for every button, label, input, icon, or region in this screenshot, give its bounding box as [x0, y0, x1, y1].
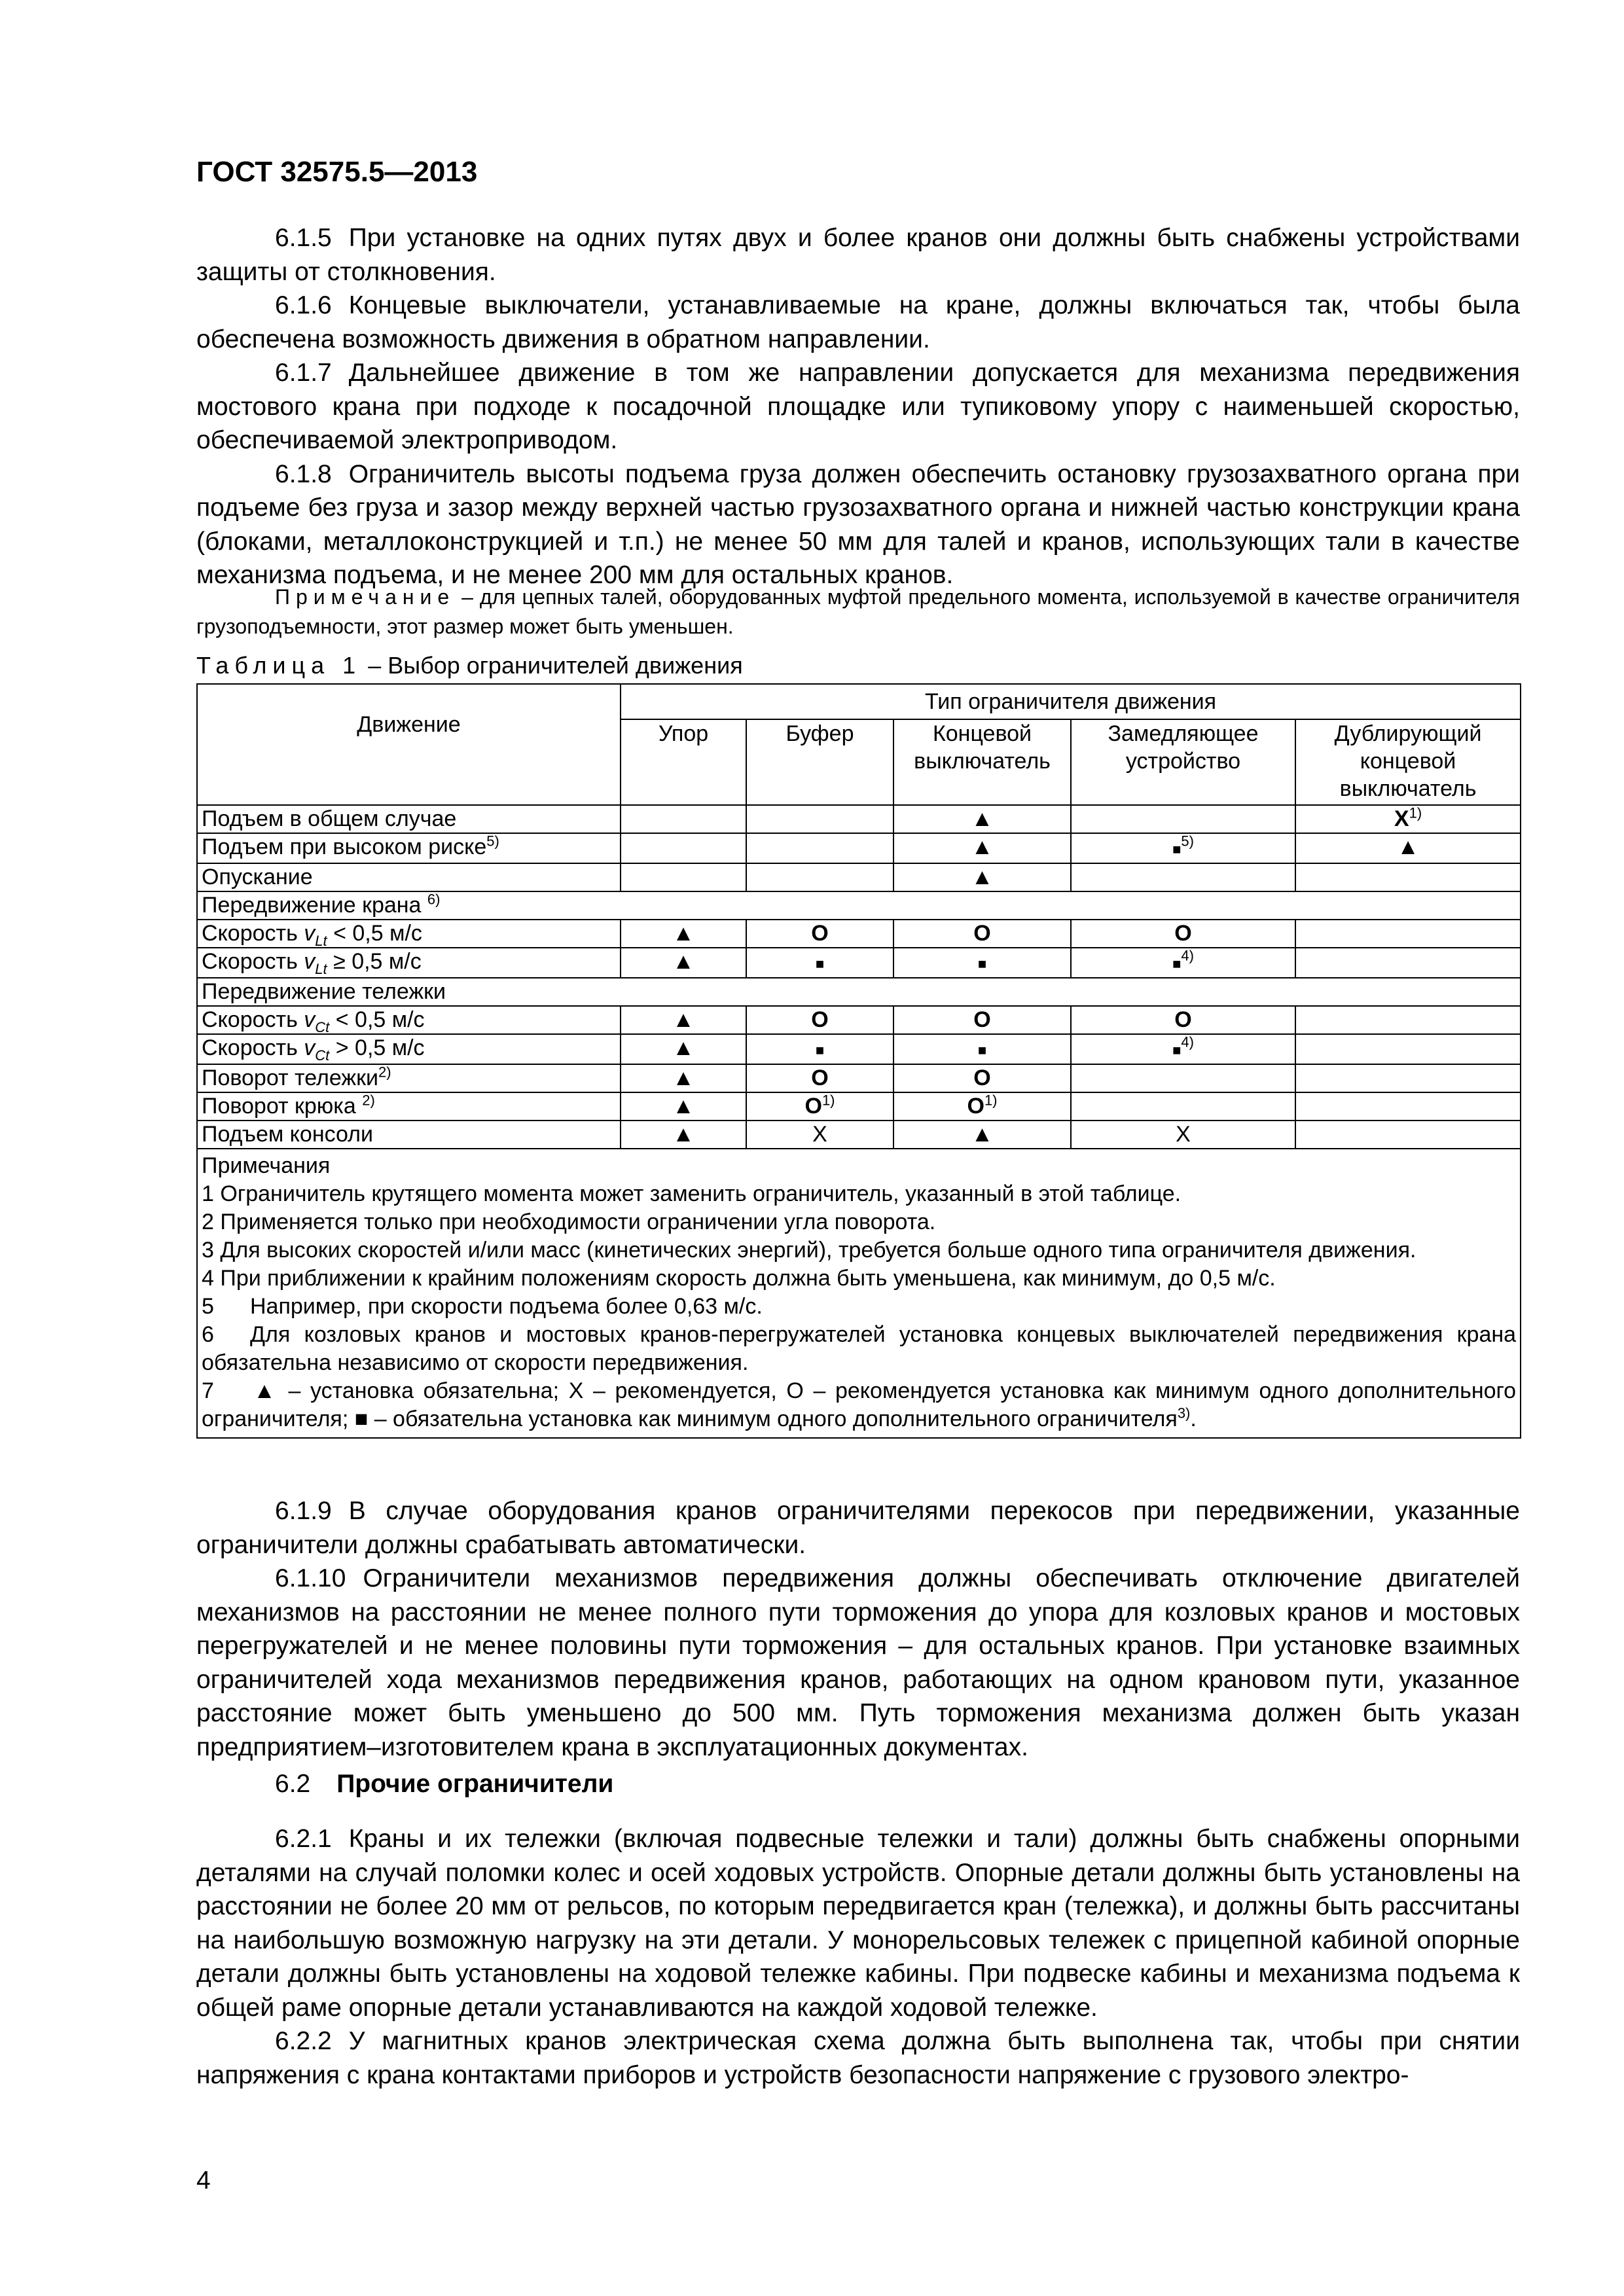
footnote-ref: 5) [1181, 833, 1194, 850]
paragraph-number: 6.2.1 [275, 1825, 332, 1853]
mandatory-additional-square-icon: ■ [815, 956, 825, 972]
table-cell [746, 1034, 893, 1064]
speed-variable: v [304, 1035, 316, 1060]
row-label [197, 948, 621, 978]
recommended-additional-circle-icon: O [973, 1007, 991, 1032]
note-text: Для высоких скоростей и/или масс (кинетических энергий), требуется больше одного типа ограничителя движения. [220, 1238, 1416, 1263]
table-row [197, 920, 1521, 948]
table-row [197, 1121, 1521, 1149]
table-cell [1071, 1034, 1295, 1064]
note-item [202, 1180, 1516, 1208]
recommended-additional-circle-icon: O [967, 1094, 984, 1119]
page-number: 4 [196, 2166, 211, 2195]
table-cell [1295, 1064, 1521, 1092]
notes-title: Примечания [202, 1153, 331, 1178]
table-cell [1071, 920, 1295, 948]
table-row [197, 833, 1521, 863]
note-tail: . [1190, 1407, 1197, 1431]
recommended-additional-circle-icon: O [811, 1007, 829, 1032]
row-label [197, 1064, 621, 1092]
note-item [202, 1236, 1516, 1265]
document-header: ГОСТ 32575.5—2013 [196, 156, 478, 188]
row-label [197, 1034, 621, 1064]
paragraph-number: 6.1.10 [275, 1564, 346, 1592]
table-cell [1071, 805, 1295, 833]
table-cell [893, 920, 1071, 948]
table-cell [621, 920, 746, 948]
paragraph [196, 289, 1520, 356]
table-notes [197, 1149, 1521, 1438]
speed-subscript: Ct [315, 1047, 330, 1064]
column-header: Буфер [746, 719, 893, 805]
mandatory-triangle-icon: ▲ [971, 834, 994, 859]
note-item [202, 1377, 1516, 1433]
table-cell [1295, 1006, 1521, 1034]
footnote-ref: 4) [1181, 947, 1194, 964]
paragraphs-bottom [196, 1822, 1520, 2092]
paragraph-text: В случае оборудования кранов ограничителями перекосов при передвижении, указанные ограничители должны срабатывать автоматически. [196, 1497, 1520, 1559]
row-label-text: Опускание [202, 865, 313, 889]
table-cell [746, 1064, 893, 1092]
paragraph-number: 6.1.6 [275, 291, 332, 319]
table-cell [1071, 1092, 1295, 1121]
row-label-text: Передвижение крана [202, 893, 427, 918]
table-cell [621, 1034, 746, 1064]
paragraph-number: 6.1.8 [275, 459, 332, 488]
table-cell [1071, 1121, 1295, 1149]
table-row [197, 1064, 1521, 1092]
recommended-x-icon: X [1176, 1122, 1191, 1147]
note-number: 6 [202, 1322, 214, 1347]
row-label [197, 863, 621, 891]
paragraph [196, 2024, 1520, 2092]
table-cell [746, 805, 893, 833]
row-label-text: Поворот крюка [202, 1094, 363, 1119]
table-cell [621, 1064, 746, 1092]
mandatory-triangle-icon: ▲ [971, 806, 994, 831]
paragraph [196, 457, 1520, 592]
row-label-text: Передвижение тележки [202, 979, 446, 1004]
column-header: Замедляющее устройство [1071, 719, 1295, 805]
table-cell [1295, 863, 1521, 891]
column-header: Концевой выключатель [893, 719, 1071, 805]
note-label: Примечание [275, 585, 456, 609]
mandatory-triangle-icon: ▲ [672, 1007, 695, 1032]
note-item [202, 1293, 1516, 1321]
paragraph-text: Концевые выключатели, устанавливаемые на кране, должны включаться так, чтобы была обеспечена возможность движения в обратном направлении. [196, 291, 1520, 353]
table-cell [746, 1006, 893, 1034]
table-cell [746, 1092, 893, 1121]
speed-variable: v [304, 949, 316, 974]
note-text: Применяется только при необходимости ограничении угла поворота. [220, 1210, 936, 1234]
header-limiter-type: Тип ограничителя движения [621, 684, 1521, 719]
note-text: ▲ – установка обязательна; X – рекомендуется, O – рекомендуется установка как минимум одного дополнительного ограничителя; ■ – обязательна установка как минимум одного дополнительного ограничителя [202, 1378, 1517, 1431]
paragraph [196, 1562, 1520, 1764]
footnote-ref: 3) [1177, 1405, 1191, 1422]
row-label [197, 920, 621, 948]
table-cell [1295, 1121, 1521, 1149]
table-cell [621, 833, 746, 863]
table-cell [621, 1006, 746, 1034]
paragraph-text: Ограничитель высоты подъема груза должен обеспечить остановку грузозахватного органа при подъеме без груза и зазор между верхней частью грузозахватного органа и нижней частью конструкции крана (блоками, металлоконструкцией и т.п.) не менее 50 мм для талей и кранов, использующих тали в качестве механизма подъема, и не менее 200 мм для остальных кранов. [196, 459, 1520, 589]
table-cell [621, 805, 746, 833]
recommended-additional-circle-icon: O [811, 1066, 829, 1090]
table-cell [1295, 805, 1521, 833]
table-cell [746, 833, 893, 863]
note-item [202, 1265, 1516, 1293]
row-label [197, 1121, 621, 1149]
table-row [197, 1092, 1521, 1121]
table-cell [1295, 1034, 1521, 1064]
paragraph [196, 356, 1520, 457]
note-text: Ограничитель крутящего момента может заменить ограничитель, указанный в этой таблице. [220, 1181, 1182, 1206]
table-row [197, 805, 1521, 833]
note [196, 583, 1520, 641]
table-cell [893, 863, 1071, 891]
note-text: Например, при скорости подъема более 0,63 м/с. [250, 1294, 763, 1319]
footnote-ref: 2) [362, 1092, 375, 1109]
mandatory-triangle-icon: ▲ [1397, 834, 1419, 859]
row-label-text: Скорость [202, 921, 304, 946]
section-number: 6.2 [275, 1770, 311, 1798]
recommended-additional-circle-icon: O [1174, 921, 1192, 946]
recommended-additional-circle-icon: O [811, 921, 829, 946]
table-cell [893, 1006, 1071, 1034]
recommended-additional-circle-icon: O [1174, 1007, 1192, 1032]
notes-cell [197, 1149, 1521, 1438]
row-label-suffix: < 0,5 м/с [327, 921, 422, 946]
row-label [197, 833, 621, 863]
group-row [197, 978, 1521, 1006]
mandatory-triangle-icon: ▲ [971, 865, 994, 889]
footnote-ref: 2) [378, 1064, 391, 1081]
paragraph-text: Дальнейшее движение в том же направлении допускается для механизма передвижения мостового крана при подходе к посадочной площадке или тупиковому упору с наименьшей скоростью, обеспечиваемой электроприводом. [196, 359, 1520, 454]
footnote-ref: 1) [821, 1092, 835, 1109]
note-number: 5 [202, 1294, 214, 1319]
paragraph-number: 6.1.7 [275, 359, 332, 387]
table-cell [893, 1034, 1071, 1064]
recommended-additional-circle-icon: O [973, 921, 991, 946]
paragraph-number: 6.2.2 [275, 2027, 332, 2055]
table-caption-label: Таблица 1 [196, 652, 362, 679]
note-text: – для цепных талей, оборудованных муфтой предельного момента, используемой в качестве ограничителя грузоподъемности, этот размер может быть уменьшен. [196, 585, 1520, 638]
row-label-suffix: ≥ 0,5 м/с [327, 949, 422, 974]
note-number: 1 [202, 1181, 214, 1206]
paragraphs-top [196, 221, 1520, 592]
table-cell [1071, 1064, 1295, 1092]
table-cell [746, 1121, 893, 1149]
footnote-ref: 1) [984, 1092, 998, 1109]
note-number: 2 [202, 1210, 214, 1234]
recommended-x-icon: X [1394, 806, 1409, 831]
paragraph-text: Ограничители механизмов передвижения должны обеспечивать отключение двигателей механизмов на расстоянии не менее полного пути торможения до упора для козловых кранов и мостовых перегружателей и не менее половины пути торможения – для остальных кранов. При установке взаимных ограничителей хода механизмов передвижения кранов, работающих на одном крановом пути, указанное расстояние может быть уменьшено до 500 мм. Путь торможения механизма должен быть указан предприятием–изготовителем крана в эксплуатационных документах. [196, 1564, 1520, 1761]
recommended-x-icon: X [812, 1122, 827, 1147]
table-row [197, 863, 1521, 891]
table-cell [1071, 833, 1295, 863]
table-cell [1071, 1006, 1295, 1034]
mandatory-additional-square-icon: ■ [1172, 841, 1182, 857]
limiters-table [196, 683, 1521, 1439]
header-movement: Движение [197, 684, 621, 805]
paragraph-number: 6.1.5 [275, 224, 332, 252]
footnote-ref: 6) [427, 891, 441, 908]
table-cell [1295, 948, 1521, 978]
speed-variable: v [304, 1007, 316, 1032]
table-cell [893, 1064, 1071, 1092]
speed-variable: v [304, 921, 316, 946]
paragraph-number: 6.1.9 [275, 1497, 332, 1525]
table-cell [621, 863, 746, 891]
table-cell [746, 948, 893, 978]
table-cell [621, 948, 746, 978]
table-cell [893, 833, 1071, 863]
row-label [197, 805, 621, 833]
table-cell [746, 920, 893, 948]
row-label-text: Скорость [202, 1035, 304, 1060]
table-row [197, 948, 1521, 978]
row-label [197, 1092, 621, 1121]
row-label [197, 978, 1521, 1006]
table-row [197, 1034, 1521, 1064]
mandatory-additional-square-icon: ■ [977, 956, 987, 972]
row-label-suffix: > 0,5 м/с [329, 1035, 425, 1060]
table-cell [621, 1092, 746, 1121]
table-cell [893, 805, 1071, 833]
row-label-text: Подъем консоли [202, 1122, 373, 1147]
note-number: 7 [202, 1378, 214, 1403]
note-text: Для козловых кранов и мостовых кранов-перегружателей установка концевых выключателей передвижения крана обязательна независимо от скорости передвижения. [202, 1322, 1517, 1375]
paragraph-text: Краны и их тележки (включая подвесные тележки и тали) должны быть снабжены опорными деталями на случай поломки колес и осей ходовых устройств. Опорные детали должны быть установлены на расстоянии не более 20 мм от рельсов, по которым передвигается кран (тележка), и должны быть рассчитаны на наибольшую возможную нагрузку на эти детали. У монорельсовых тележек с прицепной кабиной опорные детали должны быть установлены на ходовой тележке кабины. При подвеске кабины и механизма подъема к общей раме опорные детали устанавливаются на каждой ходовой тележке. [196, 1825, 1520, 2022]
mandatory-triangle-icon: ▲ [672, 921, 695, 946]
mandatory-triangle-icon: ▲ [971, 1122, 994, 1147]
mandatory-triangle-icon: ▲ [672, 949, 695, 974]
note-number: 3 [202, 1238, 214, 1263]
note-item [202, 1321, 1516, 1377]
table-cell [1295, 833, 1521, 863]
table-cell [893, 1092, 1071, 1121]
row-label-text: Скорость [202, 949, 304, 974]
row-label [197, 1006, 621, 1034]
recommended-additional-circle-icon: O [804, 1094, 822, 1119]
mandatory-triangle-icon: ▲ [672, 1094, 695, 1119]
table-cell [893, 1121, 1071, 1149]
footnote-ref: 5) [486, 833, 499, 850]
mandatory-additional-square-icon: ■ [977, 1042, 987, 1058]
table-caption-text: – Выбор ограничителей движения [361, 652, 743, 679]
table-caption [196, 652, 743, 679]
paragraph-text: При установке на одних путях двух и более кранов они должны быть снабжены устройствами защиты от столкновения. [196, 224, 1520, 286]
note-number: 4 [202, 1266, 214, 1291]
footnote-ref: 4) [1181, 1033, 1194, 1050]
section-heading [275, 1770, 613, 1799]
section-title: Прочие ограничители [336, 1770, 614, 1798]
note-text: При приближении к крайним положениям скорость должна быть уменьшена, как минимум, до 0,5 м/с. [220, 1266, 1276, 1291]
mandatory-triangle-icon: ▲ [672, 1035, 695, 1060]
table-cell [621, 1121, 746, 1149]
paragraphs-mid [196, 1494, 1520, 1764]
mandatory-triangle-icon: ▲ [672, 1066, 695, 1090]
footnote-ref: 1) [1409, 804, 1422, 821]
paragraph [196, 221, 1520, 289]
table-cell [893, 948, 1071, 978]
speed-subscript: Lt [315, 932, 327, 949]
paragraph [196, 1494, 1520, 1562]
table-cell [1295, 920, 1521, 948]
paragraph-text: У магнитных кранов электрическая схема должна быть выполнена так, чтобы при снятии напряжения с крана контактами приборов и устройств безопасности напряжение с грузового электро- [196, 2027, 1520, 2089]
recommended-additional-circle-icon: O [973, 1066, 991, 1090]
row-label-text: Подъем при высоком риске [202, 834, 487, 859]
table-cell [1071, 863, 1295, 891]
row-label-text: Поворот тележки [202, 1066, 378, 1090]
table-cell [1295, 1092, 1521, 1121]
column-header: Дублирующий концевой выключатель [1295, 719, 1521, 805]
group-row [197, 891, 1521, 920]
mandatory-additional-square-icon: ■ [815, 1042, 825, 1058]
row-label-text: Скорость [202, 1007, 304, 1032]
row-label-suffix: < 0,5 м/с [329, 1007, 425, 1032]
column-header: Упор [621, 719, 746, 805]
paragraph [196, 1822, 1520, 2024]
mandatory-triangle-icon: ▲ [672, 1122, 695, 1147]
speed-subscript: Lt [315, 960, 327, 977]
speed-subscript: Ct [315, 1018, 330, 1035]
note-item [202, 1208, 1516, 1236]
row-label-text: Подъем в общем случае [202, 806, 457, 831]
row-label [197, 891, 1521, 920]
table-cell [1071, 948, 1295, 978]
table-row [197, 1006, 1521, 1034]
mandatory-additional-square-icon: ■ [1172, 1042, 1182, 1058]
mandatory-additional-square-icon: ■ [1172, 956, 1182, 972]
table-cell [746, 863, 893, 891]
